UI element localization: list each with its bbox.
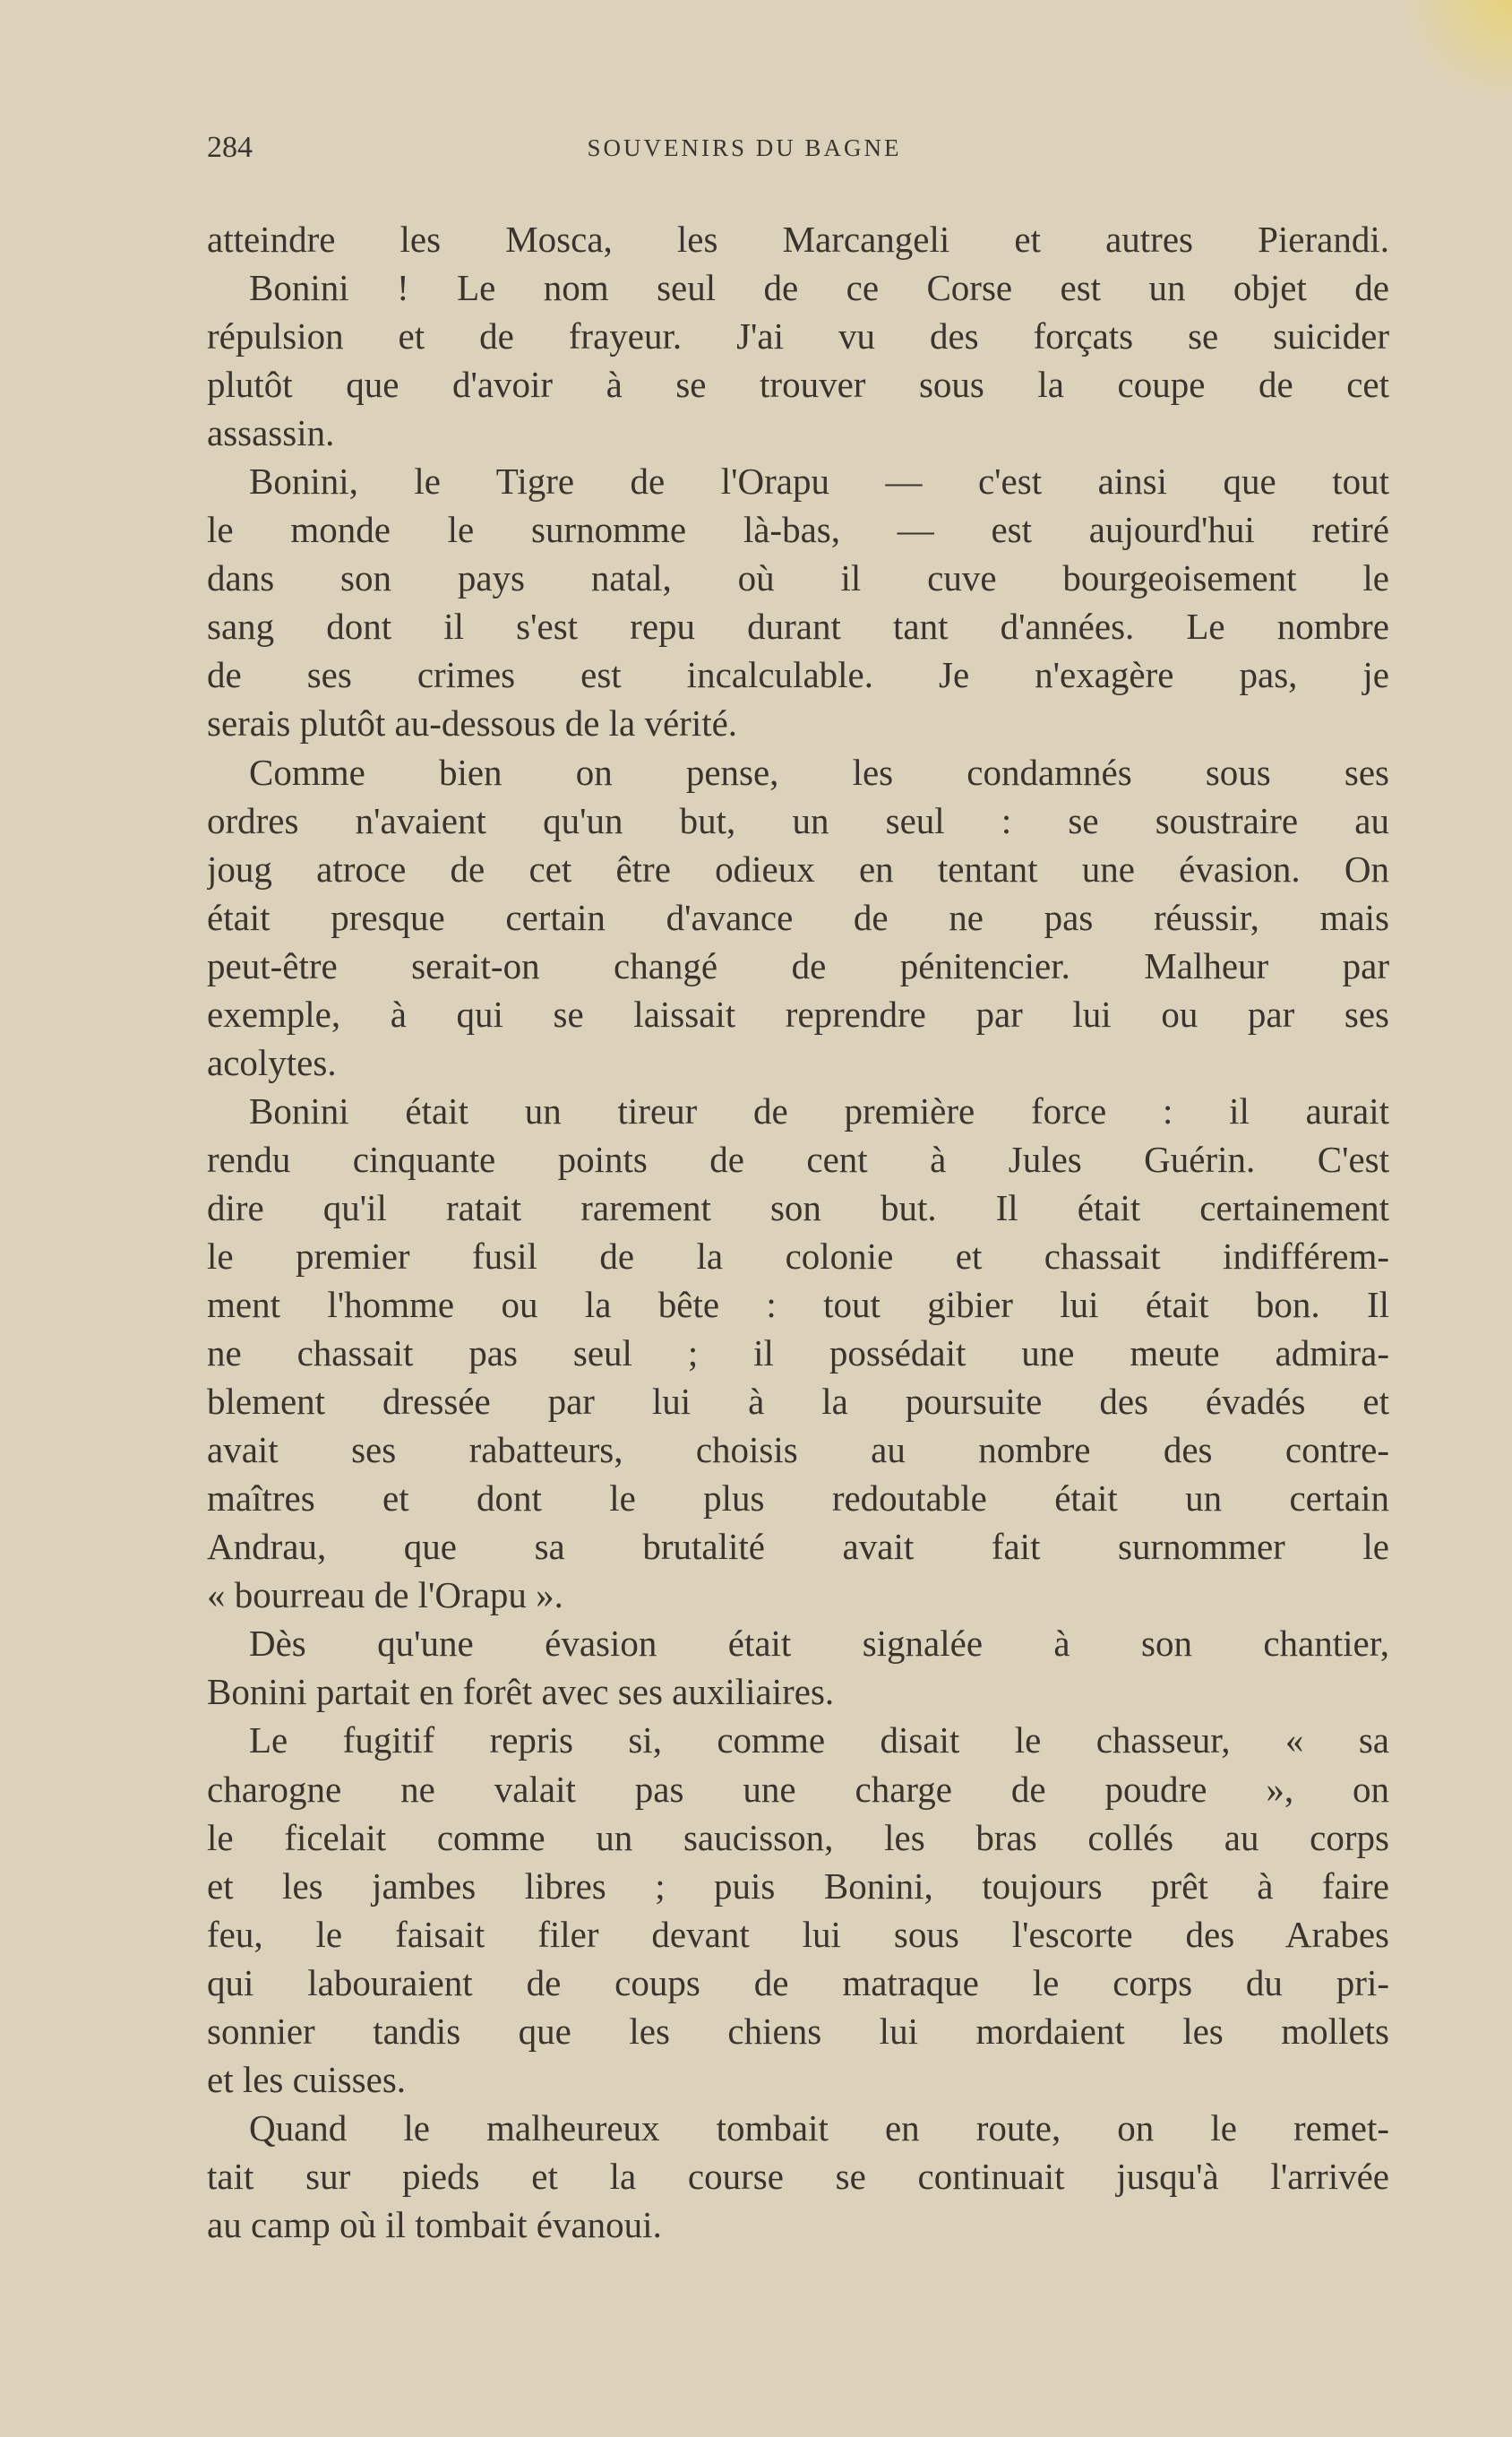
text-line: ment l'homme ou la bête : tout gibier lui était bon. Il	[207, 1284, 1389, 1326]
text-line: charogne ne valait pas une charge de poudre », on	[207, 1768, 1389, 1810]
text-line: et les jambes libres ; puis Bonini, toujours prêt à faire	[207, 1864, 1389, 1907]
text-line: Andrau, que sa brutalité avait fait surnommer le	[207, 1526, 1389, 1568]
text-line: peut-être serait-on changé de pénitencier. Malheur par	[207, 944, 1389, 986]
text-line: plutôt que d'avoir à se trouver sous la coupe de cet	[207, 364, 1389, 406]
page-number: 284	[207, 131, 253, 164]
paragraph	[207, 2104, 1389, 2249]
text-line: maîtres et dont le plus redoutable était un certain	[207, 1477, 1389, 1520]
paragraph	[207, 263, 1389, 457]
paragraph	[207, 457, 1389, 747]
text-line: serais plutôt au-dessous de la vérité.	[207, 702, 738, 745]
paragraph	[207, 1087, 1389, 1620]
text-line: le ficelait comme un saucisson, les bras collés au corps	[207, 1816, 1389, 1858]
text-line: sonnier tandis que les chiens lui mordaient les mollets	[207, 2010, 1389, 2052]
text-line: ne chassait pas seul ; il possédait une meute admira-	[207, 1332, 1389, 1374]
text-line: le premier fusil de la colonie et chassait indifférem-	[207, 1235, 1389, 1277]
text-line: feu, le faisait filer devant lui sous l'escorte des Arabes	[207, 1913, 1389, 1955]
text-line: Bonini partait en forêt avec ses auxiliaires.	[207, 1671, 835, 1713]
text-line: de ses crimes est incalculable. Je n'exagère pas, je	[207, 654, 1389, 696]
page-header	[207, 131, 1389, 170]
text-line: acolytes.	[207, 1041, 337, 1083]
text-line: Dès qu'une évasion était signalée à son chantier,	[249, 1623, 1389, 1665]
text-line: « bourreau de l'Orapu ».	[207, 1574, 563, 1616]
text-line: joug atroce de cet être odieux en tentant une évasion. On	[207, 848, 1389, 890]
text-line: qui labouraient de coups de matraque le corps du pri-	[207, 1961, 1389, 2003]
text-line: Bonini était un tireur de première force : il aurait	[249, 1089, 1389, 1132]
text-line: blement dressée par lui à la poursuite des évadés et	[207, 1381, 1389, 1423]
text-line: dire qu'il ratait rarement son but. Il était certainement	[207, 1186, 1389, 1228]
text-line: assassin.	[207, 412, 335, 454]
paragraph	[207, 1619, 1389, 1716]
running-title: SOUVENIRS DU BAGNE	[587, 134, 902, 161]
text-line: au camp où il tombait évanoui.	[207, 2203, 662, 2245]
paragraph	[207, 748, 1389, 1087]
text-line: répulsion et de frayeur. J'ai vu des forçats se suicider	[207, 315, 1389, 357]
text-line: était presque certain d'avance de ne pas réussir, mais	[207, 896, 1389, 938]
text-line: Le fugitif repris si, comme disait le chasseur, « sa	[249, 1719, 1389, 1761]
text-line: exemple, à qui se laissait reprendre par lui ou par ses	[207, 993, 1389, 1035]
paragraph	[207, 215, 1389, 263]
text-line: rendu cinquante points de cent à Jules Guérin. C'est	[207, 1138, 1389, 1180]
text-line: atteindre les Mosca, les Marcangeli et autres Pierandi.	[207, 219, 1389, 260]
text-line: avait ses rabatteurs, choisis au nombre des contre-	[207, 1429, 1389, 1471]
text-line: sang dont il s'est repu durant tant d'années. Le nombre	[207, 606, 1389, 648]
text-line: Quand le malheureux tombait en route, on le remet-	[249, 2106, 1389, 2149]
text-line: le monde le surnomme là-bas, — est aujourd'hui retiré	[207, 509, 1389, 551]
text-line: Bonini, le Tigre de l'Orapu — c'est ainsi que tout	[249, 461, 1389, 503]
text-line: ordres n'avaient qu'un but, un seul : se soustraire au	[207, 799, 1389, 841]
paragraph	[207, 1716, 1389, 2103]
text-line: et les cuisses.	[207, 2058, 407, 2100]
text-line: tait sur pieds et la course se continuait jusqu'à l'arrivée	[207, 2155, 1389, 2197]
text-line: Bonini ! Le nom seul de ce Corse est un objet de	[249, 267, 1389, 309]
paper-stain	[1405, 0, 1512, 99]
page-body	[207, 215, 1389, 2249]
text-line: Comme bien on pense, les condamnés sous ses	[249, 751, 1389, 793]
text-line: dans son pays natal, où il cuve bourgeoisement le	[207, 557, 1389, 599]
